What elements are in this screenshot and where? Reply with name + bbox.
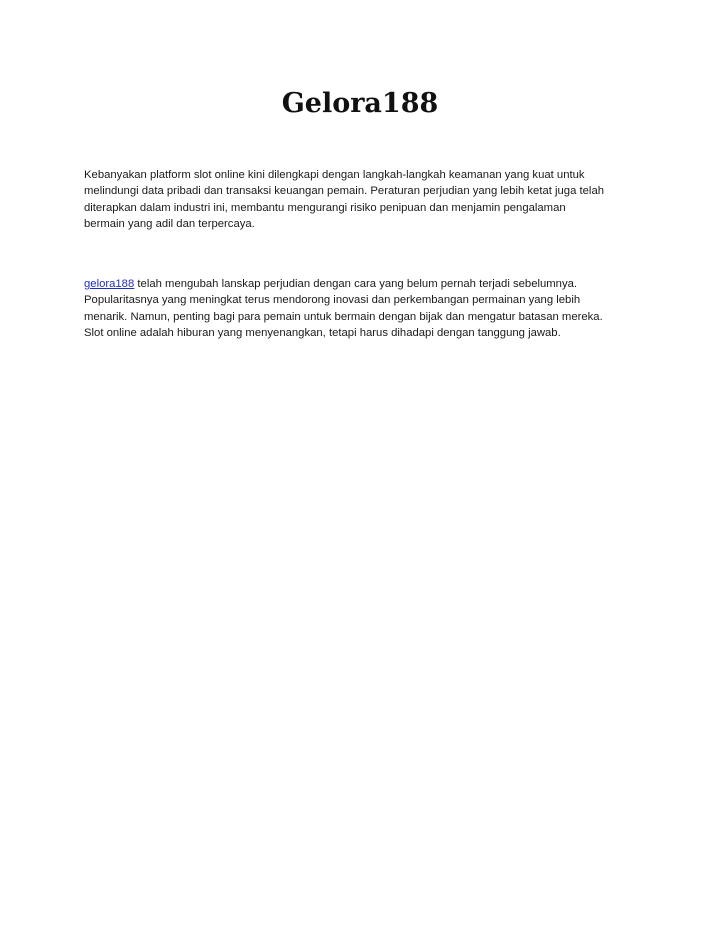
page-title: Gelora188 <box>281 88 439 119</box>
paragraph-line: menarik. Namun, penting bagi para pemain untuk bermain dengan bijak dan mengatur batasan mereka. <box>84 310 603 323</box>
paragraph-line: Popularitasnya yang meningkat terus mendorong inovasi dan perkembangan permainan yang lebih <box>84 294 581 307</box>
paragraph-gelora <box>84 276 644 342</box>
paragraph-line: diterapkan dalam industri ini, membantu mengurangi risiko penipuan dan menjamin pengalaman <box>84 201 566 214</box>
paragraph-intro <box>84 167 644 233</box>
paragraph-line: melindungi data pribadi dan transaksi keuangan pemain. Peraturan perjudian yang lebih ketat juga telah <box>84 185 605 198</box>
gelora188-link[interactable]: gelora188 <box>84 278 135 290</box>
paragraph-line: bermain yang adil dan terpercaya. <box>84 218 255 231</box>
paragraph-line-rest: telah mengubah lanskap perjudian dengan cara yang belum pernah terjadi sebelumnya. <box>134 278 578 290</box>
paragraph-line: Kebanyakan platform slot online kini dilengkapi dengan langkah-langkah keamanan yang kuat untuk <box>84 169 585 181</box>
paragraph-line: Slot online adalah hiburan yang menyenangkan, tetapi harus dihadapi dengan tanggung jawab. <box>84 327 561 340</box>
paragraph-line <box>84 276 644 292</box>
